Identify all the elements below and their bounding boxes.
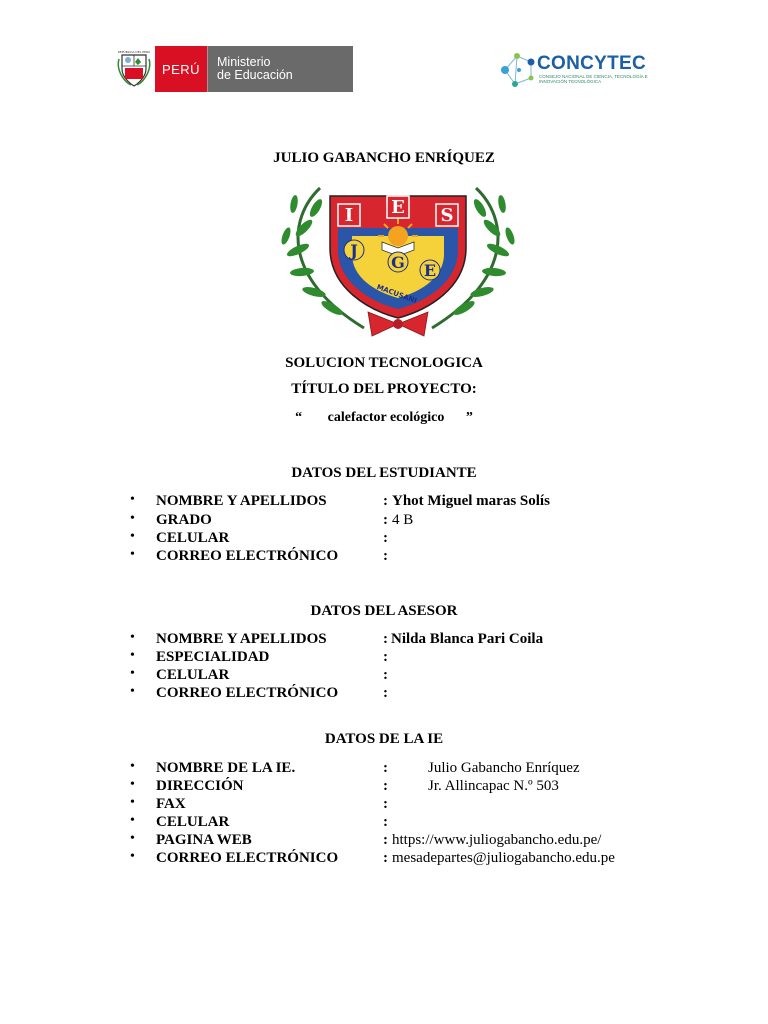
ministry-line-2: de Educación — [217, 68, 293, 82]
bullet-icon: • — [130, 795, 135, 810]
crest-letter-i: I — [344, 205, 354, 226]
minedu-logo — [112, 46, 353, 92]
row-label: CELULAR — [156, 814, 230, 830]
concytec-name: CONCYTEC — [537, 53, 647, 74]
email-link[interactable]: mesadepartes@juliogabancho.edu.pe — [392, 850, 615, 866]
row-label: PAGINA WEB — [156, 832, 252, 848]
student-heading: DATOS DEL ESTUDIANTE — [291, 465, 477, 481]
advisor-row-email — [130, 685, 690, 703]
crest-letter-s: S — [440, 205, 454, 226]
bullet-icon: • — [130, 813, 135, 828]
student-row-email — [130, 548, 690, 566]
row-colon: : — [383, 530, 388, 546]
student-row-phone — [130, 530, 690, 548]
row-label: CORREO ELECTRÓNICO — [156, 685, 339, 701]
row-colon: : — [383, 760, 388, 776]
crest-letter-g: G — [391, 253, 405, 272]
row-colon: : — [383, 631, 388, 647]
row-value: Julio Gabancho Enríquez — [428, 760, 580, 776]
crest-ribbon-text: MACUSANI — [375, 283, 418, 306]
school-row-fax — [130, 796, 690, 814]
row-label: FAX — [156, 796, 186, 812]
bullet-icon: • — [130, 849, 135, 864]
school-row-website — [130, 832, 690, 850]
concytec-tagline: CONSEJO NACIONAL DE CIENCIA, TECNOLOGÍA E INNOVACIÓN TECNOLÓGICA — [539, 74, 648, 84]
row-colon: : — [383, 512, 388, 528]
bullet-icon: • — [130, 777, 135, 792]
row-colon: : — [383, 493, 388, 509]
row-colon: : — [383, 649, 388, 665]
row-label: ESPECIALIDAD — [156, 649, 270, 665]
row-value: 4 B — [392, 512, 414, 528]
row-label: NOMBRE DE LA IE. — [156, 760, 296, 776]
solution-label: SOLUCION TECNOLOGICA — [285, 355, 483, 371]
row-colon: : — [383, 548, 388, 564]
advisor-row-specialty — [130, 649, 690, 667]
project-title-label: TÍTULO DEL PROYECTO: — [291, 381, 477, 397]
bullet-icon: • — [130, 684, 135, 699]
row-label: GRADO — [156, 512, 212, 528]
bullet-icon: • — [130, 492, 135, 507]
school-row-name — [130, 760, 690, 778]
svg-text:REPÚBLICA DEL PERÚ: REPÚBLICA DEL PERÚ — [117, 50, 150, 54]
row-value: Nilda Blanca Pari Coila — [391, 631, 544, 647]
bullet-icon: • — [130, 547, 135, 562]
row-colon: : — [383, 778, 388, 794]
bullet-icon: • — [130, 511, 135, 526]
row-colon: : — [383, 850, 388, 866]
student-row-name — [130, 493, 690, 511]
school-row-address — [130, 778, 690, 796]
advisor-heading: DATOS DEL ASESOR — [310, 603, 458, 619]
row-label: CELULAR — [156, 530, 230, 546]
crest-letter-e2: E — [423, 261, 437, 280]
network-nodes-icon — [497, 46, 541, 94]
school-row-email — [130, 850, 690, 868]
row-colon: : — [383, 832, 388, 848]
project-name: calefactor ecológico — [327, 410, 445, 425]
row-label: NOMBRE Y APELLIDOS — [156, 493, 327, 509]
row-label: CORREO ELECTRÓNICO — [156, 850, 339, 866]
row-label: NOMBRE Y APELLIDOS — [156, 631, 327, 647]
school-row-phone — [130, 814, 690, 832]
open-quote: “ — [295, 410, 303, 425]
crest-letter-e: E — [391, 197, 405, 218]
crest-letter-j: J — [350, 241, 358, 260]
school-crest — [268, 178, 528, 344]
row-label: CELULAR — [156, 667, 230, 683]
ministry-line-1: Ministerio — [217, 55, 271, 69]
ministry-label — [207, 46, 353, 92]
concytec-logo — [497, 44, 657, 96]
close-quote: ” — [465, 410, 473, 425]
website-link[interactable]: https://www.juliogabancho.edu.pe/ — [392, 832, 602, 848]
school-title: JULIO GABANCHO ENRÍQUEZ — [273, 150, 495, 166]
row-label: CORREO ELECTRÓNICO — [156, 548, 339, 564]
row-value: Jr. Allincapac N.º 503 — [428, 778, 559, 794]
row-label: DIRECCIÓN — [156, 778, 244, 794]
advisor-row-name — [130, 631, 690, 649]
bullet-icon: • — [130, 630, 135, 645]
bullet-icon: • — [130, 529, 135, 544]
row-colon: : — [383, 814, 388, 830]
row-value: Yhot Miguel maras Solís — [392, 493, 550, 509]
bullet-icon: • — [130, 759, 135, 774]
bullet-icon: • — [130, 666, 135, 681]
bullet-icon: • — [130, 648, 135, 663]
peru-label: PERÚ — [155, 46, 207, 92]
advisor-row-phone — [130, 667, 690, 685]
row-colon: : — [383, 667, 388, 683]
peru-coat-of-arms-icon — [112, 46, 155, 92]
bullet-icon: • — [130, 831, 135, 846]
row-colon: : — [383, 685, 388, 701]
project-name-line — [0, 410, 768, 426]
student-row-grade — [130, 512, 690, 530]
school-heading: DATOS DE LA IE — [324, 731, 444, 747]
row-colon: : — [383, 796, 388, 812]
